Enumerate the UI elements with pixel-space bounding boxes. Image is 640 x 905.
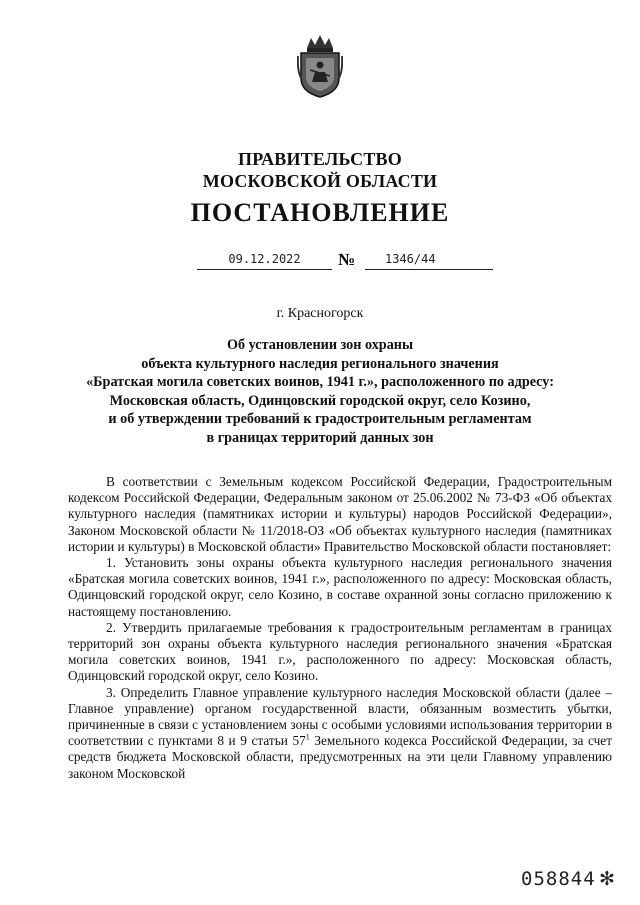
intro-paragraph: В соответствии с Земельным кодексом Российской Федерации, Градостроительным кодексом Российской Федерации, Федеральным законом от 25.06.2002 № 73-ФЗ «Об объектах культурного наследия (памятниках истории и культуры) народов Российской Федерации», Законом Московской области № 11/2018-ОЗ «Об объектах культурного наследия (памятниках истории и культуры) в Московской области» Правительство Московской области постановляет: [68,474,612,554]
title-line: Об установлении зон охраны [226,337,414,353]
city: г. Красногорск [276,306,364,321]
title-line: «Братская могила советских воинов, 1941 г.», расположенного по адресу: [86,374,554,390]
title-line: в границах территорий данных зон [206,429,434,446]
document-body [68,474,612,782]
document-type: ПОСТАНОВЛЕНИЕ [190,198,450,227]
number-sign: № [338,250,356,269]
number-underline [365,269,493,270]
coat-of-arms-emblem [297,34,343,98]
date-underline [197,269,332,270]
paragraph-3 [68,685,612,782]
title-line: объекта культурного наследия регионального значения [141,355,499,372]
paragraph-3-part-a: 3. Определить Главное управление культурного наследия Московской области (далее – Главное управление) органом государственной власти, обязанным возместить убытки, причиненные в связи с установлением зоны с особыми условиями использования территории в соответствии с пунктами 8 и 9 статьи 57 [68,684,612,749]
document-number: 1346/44 [385,252,436,266]
paragraph-3-part-b: Земельного кодекса Российской Федерации, за счет средств бюджета Московской области, предусмотренных на эти цели Главному управлению законом Московской [68,733,613,781]
title-line: и об утверждении требований к градостроительным регламентам [108,411,532,427]
government-heading [0,148,640,192]
org-name-line-2: МОСКОВСКОЙ ОБЛАСТИ [202,171,438,191]
stamp-number: 058844 [521,868,596,890]
org-name-line-1: ПРАВИТЕЛЬСТВО [238,149,402,169]
date-number-line [0,250,640,276]
superscript: 1 [305,732,310,742]
paragraph-2: 2. Утвердить прилагаемые требования к градостроительным регламентам в границах территорий зон охраны объекта культурного наследия регионального значения «Братская могила советских воинов, 1941 г.», расположенного по адресу: Московская область, Одинцовский городской округ, село Козино. [68,619,612,684]
paragraph-1: 1. Установить зоны охраны объекта культурного наследия регионального значения «Братская могила советских воинов, 1941 г.», расположенного по адресу: Московская область, Одинцовский городской округ, село Козино, в составе охранной зоны согласно приложению к настоящему постановлению. [68,555,612,619]
title-line: Московская область, Одинцовский городской округ, село Козино, [109,392,531,409]
document-date: 09.12.2022 [228,252,301,266]
document-title [70,336,570,447]
stamp-mark-icon: ✻ [599,869,615,890]
